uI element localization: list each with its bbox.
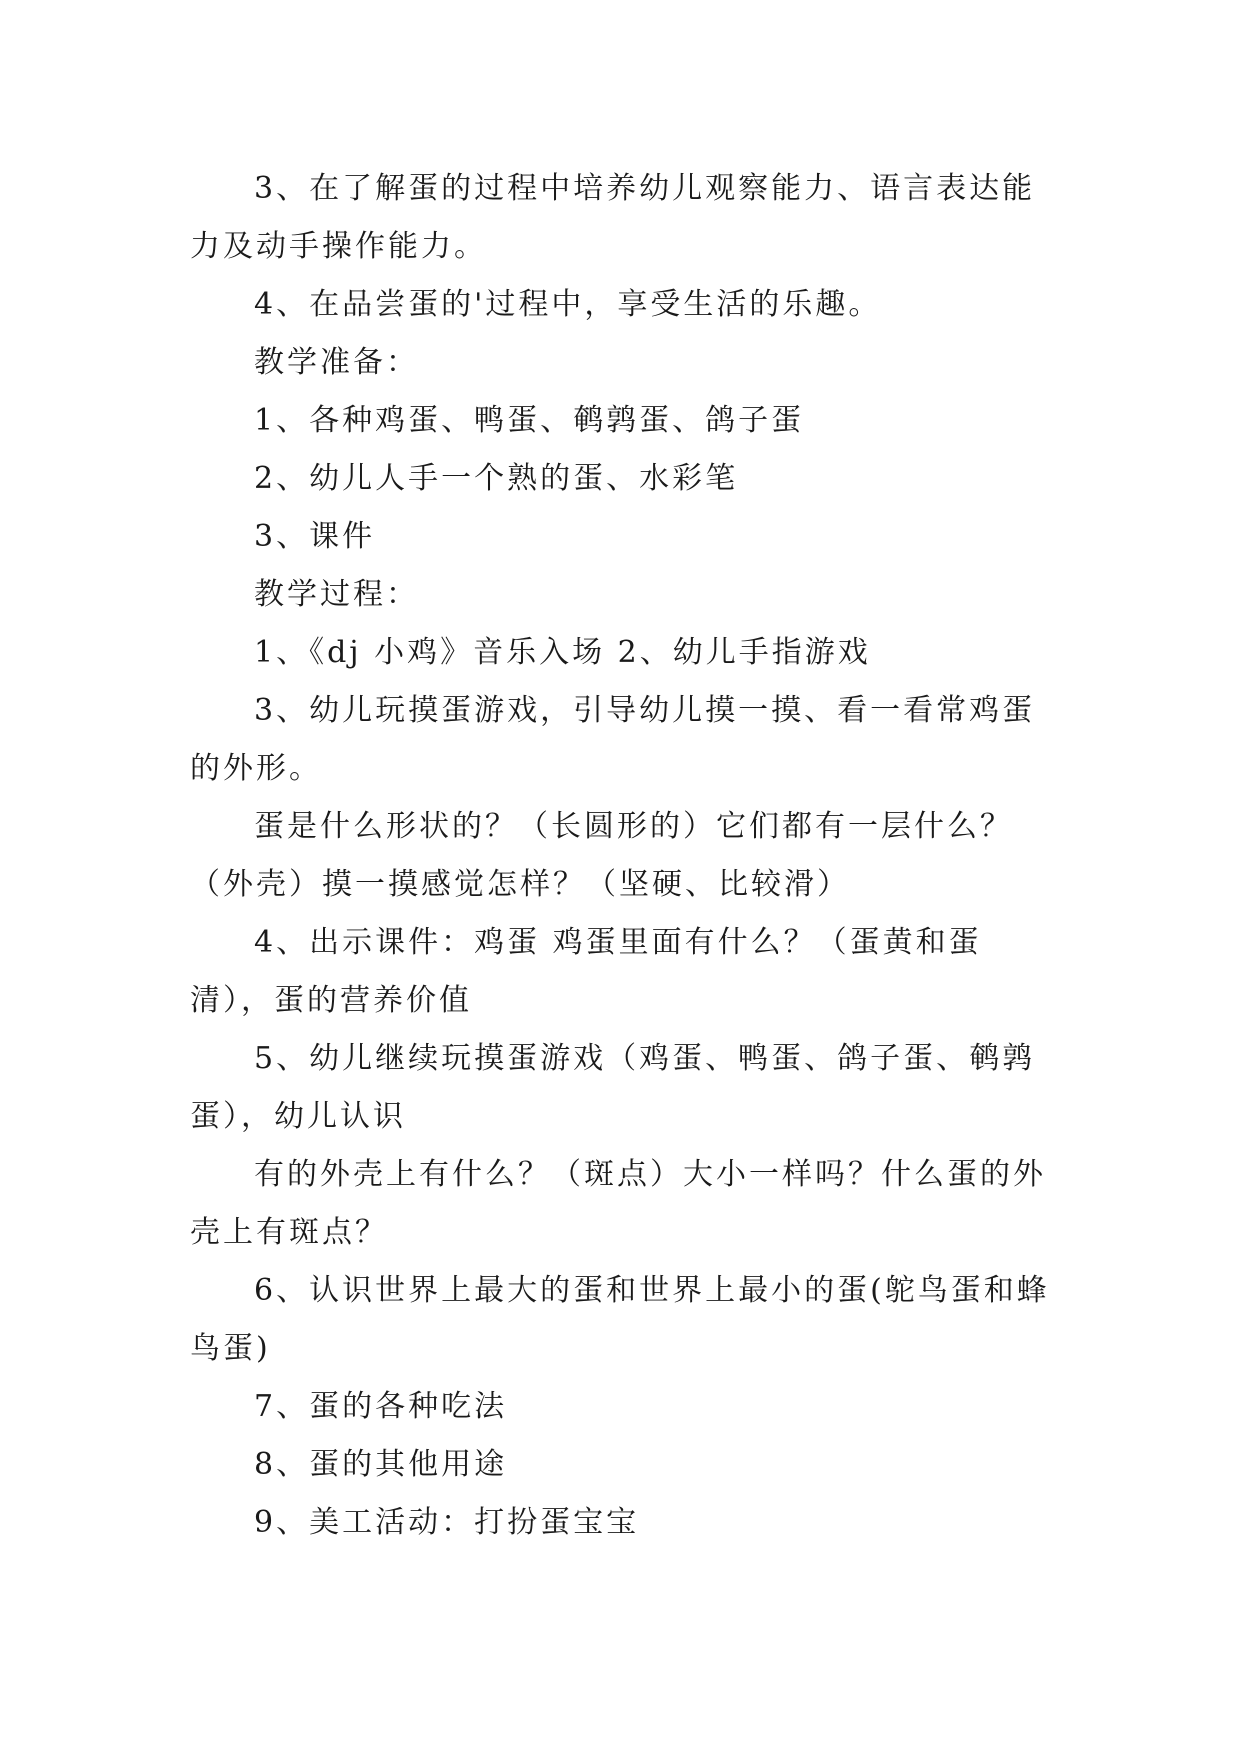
paragraph-prep-3: 3、课件: [254, 519, 376, 554]
paragraph-step-4: 4、出示课件：鸡蛋 鸡蛋里面有什么？（蛋黄和蛋清），蛋的营养价值: [190, 925, 982, 1018]
paragraph-goal-3: 3、在了解蛋的过程中培养幼儿观察能力、语言表达能力及动手操作能力。: [190, 171, 1036, 264]
heading-teaching-preparation: 教学准备：: [254, 345, 419, 380]
paragraph-step-5: 5、幼儿继续玩摸蛋游戏（鸡蛋、鸭蛋、鸽子蛋、鹌鹑蛋），幼儿认识: [190, 1041, 1036, 1134]
paragraph-prep-1: 1、各种鸡蛋、鸭蛋、鹌鹑蛋、鸽子蛋: [254, 403, 805, 438]
paragraph-step-8: 8、蛋的其他用途: [254, 1447, 508, 1482]
paragraph-step-3-questions: 蛋是什么形状的？（长圆形的）它们都有一层什么？（外壳）摸一摸感觉怎样？（坚硬、比较滑）: [190, 809, 1013, 902]
document-body: [190, 160, 1050, 1552]
paragraph-goal-4: 4、在品尝蛋的'过程中，享受生活的乐趣。: [254, 287, 882, 322]
paragraph-step-1: 1、《dj 小鸡》音乐入场 2、幼儿手指游戏: [254, 635, 871, 670]
paragraph-step-9: 9、美工活动：打扮蛋宝宝: [254, 1505, 640, 1540]
paragraph-prep-2: 2、幼儿人手一个熟的蛋、水彩笔: [254, 461, 739, 496]
paragraph-step-6: 6、认识世界上最大的蛋和世界上最小的蛋(鸵鸟蛋和蜂鸟蛋): [190, 1273, 1050, 1366]
paragraph-step-5-questions: 有的外壳上有什么？（斑点）大小一样吗？什么蛋的外壳上有斑点？: [190, 1157, 1046, 1250]
paragraph-step-3: 3、幼儿玩摸蛋游戏，引导幼儿摸一摸、看一看常鸡蛋的外形。: [190, 693, 1036, 786]
heading-teaching-process: 教学过程：: [254, 577, 419, 612]
paragraph-step-7: 7、蛋的各种吃法: [254, 1389, 508, 1424]
